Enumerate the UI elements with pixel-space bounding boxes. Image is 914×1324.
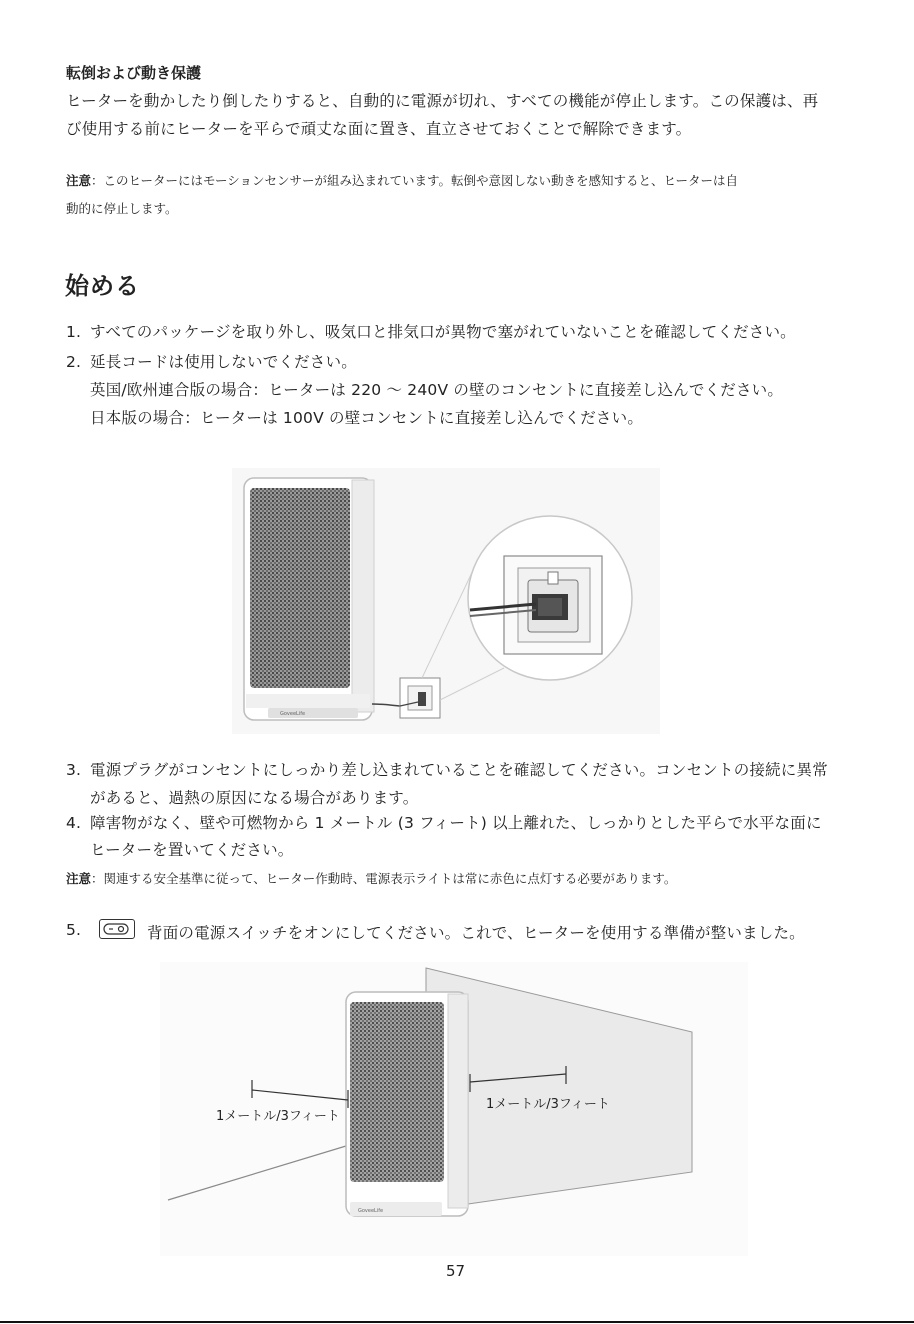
list-item-continued: ヒーターを置いてください。 [90,841,294,859]
section-heading-tip-protection: 転倒および動き保護 [66,64,202,82]
list-item: 3. 電源プラグがコンセントにしっかり差し込まれていることを確認してください。コンセントの接続に異常 [66,761,828,779]
heater-plug-illustration [232,468,660,734]
list-item-continued: があると、過熱の原因になる場合があります。 [90,789,419,807]
section-heading-getting-started: 始める [65,272,140,300]
brand-logo: GoveeLife [358,1208,384,1214]
note-line: 動的に停止します。 [66,201,178,216]
clearance-illustration [160,962,748,1256]
list-item: 2. 延長コードは使用しないでください。 [66,353,357,371]
note-line [66,171,738,189]
list-item-number: 5. [66,921,82,939]
brand-logo: GoveeLife [280,711,306,717]
note-label: 注意 [66,871,92,886]
note-text: ：関連する安全基準に従って、ヒーター作動時、電源表示ライトは常に赤色に点灯する必要があります。 [91,871,677,886]
list-item-text: 背面の電源スイッチをオンにしてください。これで、ヒーターを使用する準備が整いました。 [147,924,805,942]
right-distance-label: 1メートル/3フィート [486,1097,610,1112]
page-bottom-rule [0,1321,914,1323]
list-item: 1. すべてのパッケージを取り外し、吸気口と排気口が異物で塞がれていないことを確認してください。 [66,323,796,341]
paragraph-line: ヒーターを動かしたり倒したりすると、自動的に電源が切れ、すべての機能が停止します。この保護は、再 [66,92,819,110]
note-text: ：このヒーターにはモーションセンサーが組み込まれています。転倒や意図しない動きを感知すると、ヒーターは自 [91,173,739,188]
page-number: 57 [446,1262,466,1280]
left-distance-label: 1メートル/3フィート [216,1109,340,1124]
power-switch-icon [99,919,135,939]
paragraph-line: び使用する前にヒーターを平らで頑丈な面に置き、直立させておくことで解除できます。 [66,120,692,138]
list-subitem: 英国/欧州連合版の場合：ヒーターは 220 ～ 240V の壁のコンセントに直接差し込んでください。 [90,381,784,399]
note-line [66,869,676,887]
list-subitem: 日本版の場合：ヒーターは 100V の壁コンセントに直接差し込んでください。 [90,409,644,427]
note-label: 注意 [66,173,92,188]
list-item: 4. 障害物がなく、壁や可燃物から 1 メートル (3 フィート) 以上離れた、しっかりとした平らで水平な面に [66,814,822,832]
